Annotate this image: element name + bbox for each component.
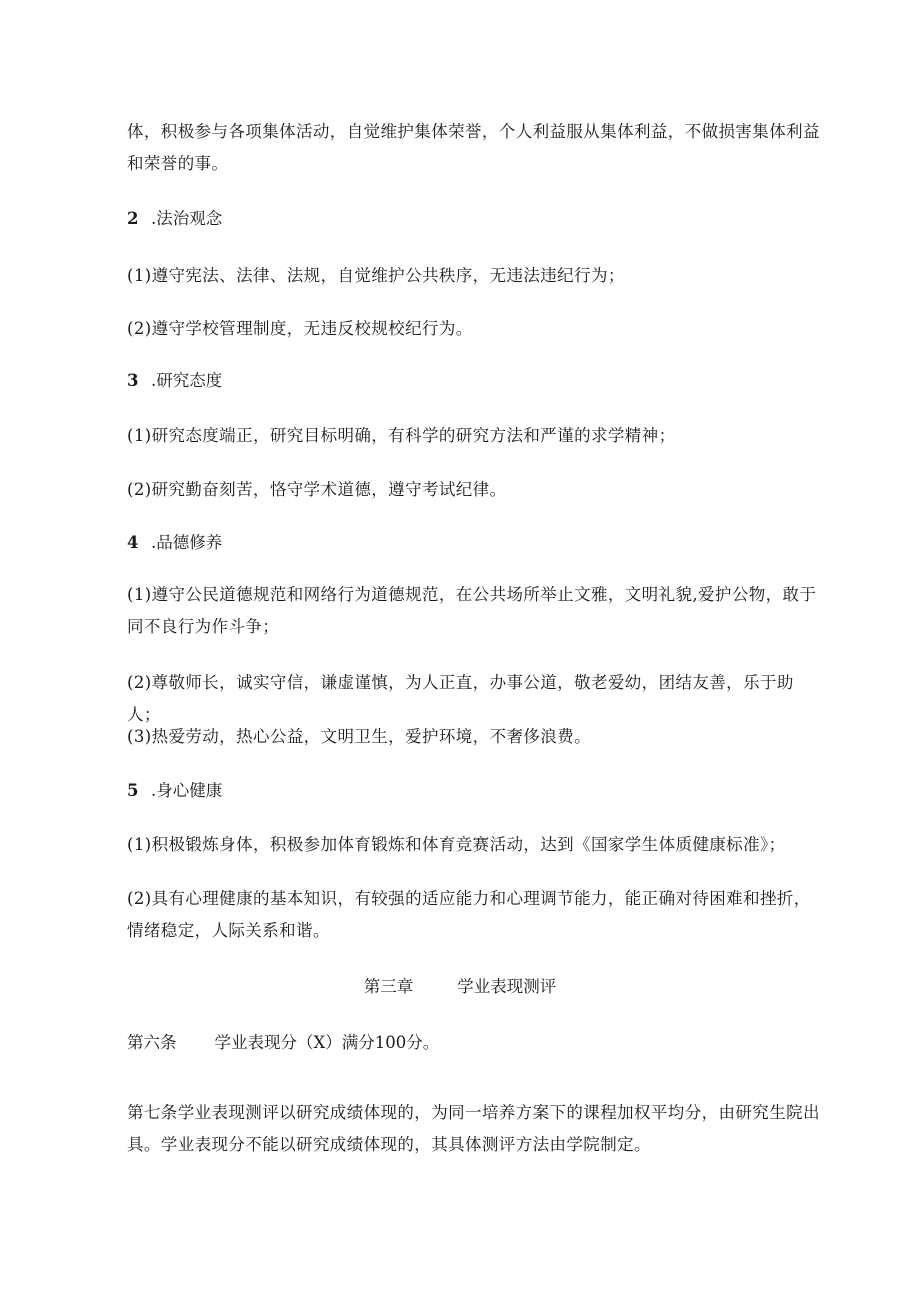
list-item: (1)遵守公民道德规范和网络行为道德规范，在公共场所举止文雅，文明礼貌,爱护公物，敢于同不良行为作斗争；	[127, 585, 817, 636]
section-title: .法治观念	[151, 209, 223, 228]
list-item: (2)遵守学校管理制度，无违反校规校纪行为。	[127, 319, 473, 338]
article-seven: 第七条学业表现测评以研究成绩体现的，为同一培养方案下的课程加权平均分，由研究生院出具。学业表现分不能以研究成绩体现的，其具体测评方法由学院制定。	[127, 1103, 820, 1154]
section-number: 3	[127, 371, 139, 390]
paragraph-intro: 体，积极参与各项集体活动，自觉维护集体荣誉，个人利益服从集体利益，不做损害集体利益和荣誉的事。	[127, 122, 820, 173]
section-number: 2	[127, 209, 139, 228]
section-heading-3	[127, 365, 222, 397]
list-item: (1)研究态度端正，研究目标明确，有科学的研究方法和严谨的求学精神；	[127, 426, 676, 445]
section-heading-5	[127, 775, 222, 807]
chapter-title: 学业表现测评	[457, 977, 557, 996]
list-item: (1)积极锻炼身体，积极参加体育锻炼和体育竞赛活动，达到《国家学生体质健康标准》；	[127, 835, 786, 854]
chapter-heading	[0, 971, 920, 1003]
section-number: 4	[127, 533, 139, 552]
list-item: (2)尊敬师长，诚实守信，谦虚谨慎，为人正直，办事公道，敬老爱幼，团结友善，乐于助人；	[127, 673, 794, 724]
list-item: (2)研究勤奋刻苦，恪守学术道德，遵守考试纪律。	[127, 480, 507, 499]
list-item: (2)具有心理健康的基本知识，有较强的适应能力和心理调节能力，能正确对待困难和挫折，情绪稳定，人际关系和谐。	[127, 889, 811, 940]
list-item: (3)热爱劳动，热心公益，文明卫生，爱护环境，不奢侈浪费。	[127, 727, 591, 746]
section-heading-2	[127, 203, 222, 235]
section-heading-4	[127, 527, 222, 559]
section-number: 5	[127, 781, 139, 800]
section-title: .身心健康	[151, 781, 223, 800]
article-label: 第六条	[127, 1033, 177, 1052]
section-title: .品德修养	[151, 533, 223, 552]
article-six	[127, 1027, 439, 1059]
section-title: .研究态度	[151, 371, 223, 390]
chapter-label: 第三章	[363, 977, 414, 996]
article-text: 学业表现分（X）满分100分。	[214, 1033, 440, 1052]
list-item: (1)遵守宪法、法律、法规，自觉维护公共秩序，无违法违纪行为；	[127, 266, 625, 285]
